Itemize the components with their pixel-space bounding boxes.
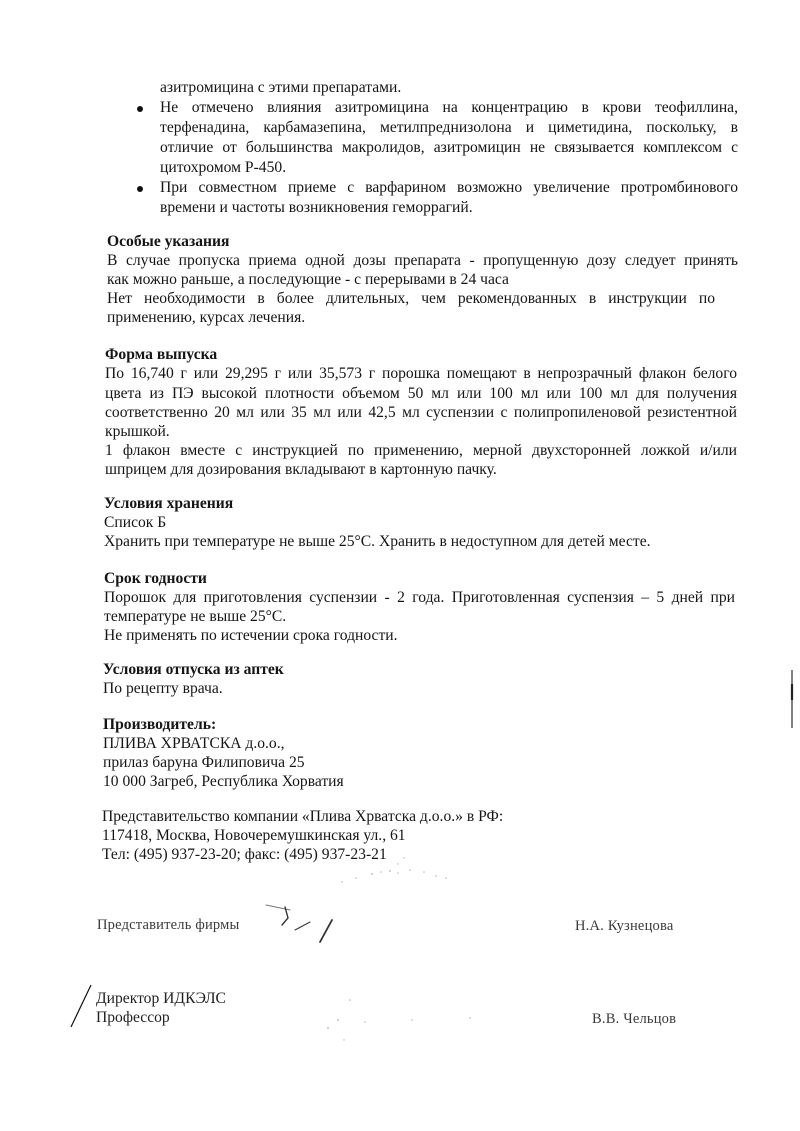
manufacturer-street: прилаз баруна Филиповича 25 [103,754,305,771]
section-line: как можно раньше, а последующие - с перерывами в 24 часа [107,271,509,288]
section-line: применению, курсах лечения. [107,309,306,326]
section-line: Нет необходимости в более длительных, чем рекомендованных в инструкции по [107,290,715,307]
signer-name: В.В. Чельцов [592,1011,677,1027]
bullet-1-line-4: цитохромом Р-450. [160,159,287,176]
section-line: В случае пропуска приема одной дозы препарата - пропущенную дозу следует принять [107,252,738,269]
bullet-icon [137,186,143,192]
office-address: 117418, Москва, Новочеремушкинская ул., 61 [102,827,406,844]
slash-mark [71,985,91,1027]
section-line: Хранить при температуре не выше 25°С. Хранить в недоступном для детей месте. [104,533,651,550]
section-line: соответственно 20 мл или 35 мл или 42,5 мл суспензии с полипропиленовой резистентной [105,404,737,421]
section-line: Не применять по истечении срока годности. [104,627,398,644]
signature-mark-2 [327,999,471,1041]
office-phone: Тел: (495) 937-23-20; факс: (495) 937-23-21 [102,846,387,863]
section-line: По 16,740 г или 29,295 г или 35,573 г порошка помещают в непрозрачный флакон белого [105,365,737,382]
signature-mark-1 [266,905,332,942]
section-line: Порошок для приготовления суспензии - 2 года. Приготовленная суспензия – 5 дней при [104,589,735,606]
signer-subtitle: Профессор [96,1009,170,1026]
section-line: шприцем для дозирования вкладывают в картонную пачку. [105,461,497,478]
section-heading: Особые указания [107,233,230,250]
manufacturer-name: ПЛИВА ХРВАТСКА д.о.о., [103,735,285,752]
continuation-text: азитромицина с этими препаратами. [160,79,402,96]
section-heading: Условия отпуска из аптек [103,661,284,678]
bullet-2-line-2: времени и частоты возникновения геморрагий. [160,199,473,216]
section-line: По рецепту врача. [103,680,223,697]
bullet-icon [137,106,143,112]
section-heading: Производитель: [103,716,217,733]
signer-title: Директор ИДКЭЛС [96,990,226,1007]
section-line: Список Б [104,514,167,531]
section-heading: Срок годности [104,570,207,587]
section-heading: Форма выпуска [105,346,218,363]
bullet-1-line-1: Не отмечено влияния азитромицина на концентрацию в крови теофиллина, [160,99,738,116]
section-heading: Условия хранения [104,495,234,512]
bullet-1-line-3: отличие от большинства макролидов, азитромицин не связывается комплексом с [160,139,738,156]
section-line: температуре не выше 25°С. [104,608,287,625]
section-line: 1 флакон вместе с инструкцией по применению, мерной двухсторонней ложкой и/или [105,442,737,459]
bullet-1-line-2: терфенадина, карбамазепина, метилпреднизолона и циметидина, поскольку, в [160,119,738,136]
section-line: цвета из ПЭ высокой плотности объемом 50 мл или 100 мл или 100 мл для получения [105,385,737,402]
section-line: крышкой. [105,423,170,440]
bullet-2-line-1: При совместном приеме с варфарином возможно увеличение протромбинового [160,179,738,196]
manufacturer-city: 10 000 Загреб, Республика Хорватия [103,773,344,790]
signer-name: Н.А. Кузнецова [575,918,674,934]
signer-title: Представитель фирмы [97,917,240,933]
office-title: Представительство компании «Плива Хрватска д.о.о.» в РФ: [102,808,504,825]
